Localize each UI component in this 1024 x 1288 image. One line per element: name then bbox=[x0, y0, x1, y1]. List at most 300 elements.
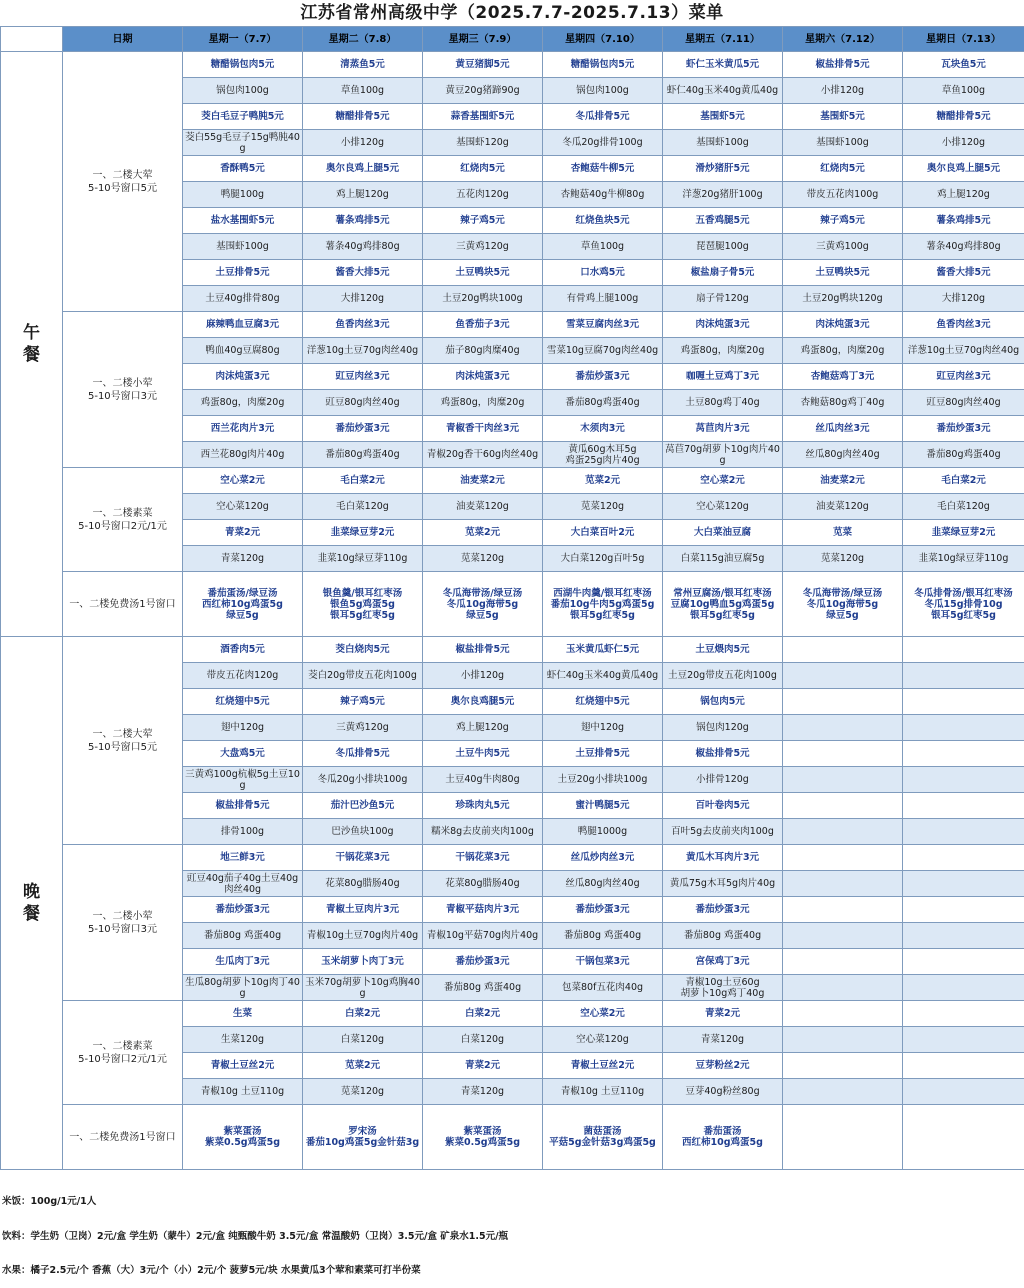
dish-name: 木须肉3元 bbox=[543, 416, 663, 442]
dish-name: 冬瓜排骨5元 bbox=[543, 104, 663, 130]
header-day: 星期一（7.7） bbox=[183, 27, 303, 52]
dish-detail: 青菜120g bbox=[183, 546, 303, 572]
dish-name bbox=[783, 741, 903, 767]
dish-name: 宫保鸡丁3元 bbox=[663, 949, 783, 975]
dish-name: 酱香大排5元 bbox=[903, 260, 1024, 286]
dish-name bbox=[783, 637, 903, 663]
dish-name: 杏鲍菇牛柳5元 bbox=[543, 156, 663, 182]
dish-name: 蜜汁鸭腿5元 bbox=[543, 793, 663, 819]
dish-detail: 空心菜120g bbox=[183, 494, 303, 520]
header-day: 星期日（7.13） bbox=[903, 27, 1024, 52]
dish-detail: 豇豆80g肉丝40g bbox=[903, 390, 1024, 416]
dish-name bbox=[903, 1001, 1024, 1027]
dish-detail: 番茄80g 鸡蛋40g bbox=[663, 923, 783, 949]
dish-detail: 苋菜120g bbox=[543, 494, 663, 520]
dish-detail: 大排120g bbox=[903, 286, 1024, 312]
dish-detail: 花菜80g腊肠40g bbox=[303, 871, 423, 897]
dish-name: 盐水基围虾5元 bbox=[183, 208, 303, 234]
dish-detail: 鸡上腿120g bbox=[303, 182, 423, 208]
dish-name: 酒香肉5元 bbox=[183, 637, 303, 663]
menu-table bbox=[0, 26, 1024, 1170]
dish-name: 肉沫炖蛋3元 bbox=[183, 364, 303, 390]
dish-detail: 百叶5g去皮前夹肉100g bbox=[663, 819, 783, 845]
dish-detail: 土豆40g牛肉80g bbox=[423, 767, 543, 793]
dish-detail: 西兰花80g肉片40g bbox=[183, 442, 303, 468]
dish-name: 薯条鸡排5元 bbox=[303, 208, 423, 234]
dish-detail: 洋葱20g猪肝100g bbox=[663, 182, 783, 208]
dish-name: 土豆煨肉5元 bbox=[663, 637, 783, 663]
dish-detail: 大白菜120g百叶5g bbox=[543, 546, 663, 572]
dish-detail bbox=[783, 1027, 903, 1053]
dish-detail bbox=[783, 975, 903, 1001]
dish-detail: 三黄鸡120g bbox=[303, 715, 423, 741]
dish-name: 干锅花菜3元 bbox=[423, 845, 543, 871]
dish-name: 基围虾5元 bbox=[783, 104, 903, 130]
dish-detail: 土豆20g鸭块100g bbox=[423, 286, 543, 312]
dish-name: 油麦菜2元 bbox=[423, 468, 543, 494]
dish-detail: 鸭腿100g bbox=[183, 182, 303, 208]
dish-name: 青菜2元 bbox=[423, 1053, 543, 1079]
dish-detail: 毛白菜120g bbox=[903, 494, 1024, 520]
dish-name: 清蒸鱼5元 bbox=[303, 52, 423, 78]
dish-name: 百叶卷肉5元 bbox=[663, 793, 783, 819]
dish-name: 茭白烧肉5元 bbox=[303, 637, 423, 663]
dish-name: 口水鸡5元 bbox=[543, 260, 663, 286]
header-date: 日期 bbox=[63, 27, 183, 52]
dish-name bbox=[783, 897, 903, 923]
dish-detail: 黄瓜60g木耳5g 鸡蛋25g肉片40g bbox=[543, 442, 663, 468]
dish-name: 番茄炒蛋3元 bbox=[663, 897, 783, 923]
dish-detail: 杏鲍菇80g鸡丁40g bbox=[783, 390, 903, 416]
dish-detail: 玉米70g胡萝卜10g鸡胸40g bbox=[303, 975, 423, 1001]
dish-name: 糖醋锅包肉5元 bbox=[543, 52, 663, 78]
soup-item bbox=[903, 1105, 1024, 1170]
dish-name: 鱼香茄子3元 bbox=[423, 312, 543, 338]
dish-detail bbox=[783, 767, 903, 793]
dish-detail: 带皮五花肉120g bbox=[183, 663, 303, 689]
dish-detail bbox=[903, 923, 1024, 949]
dish-name: 干锅包菜3元 bbox=[543, 949, 663, 975]
dish-name: 青椒土豆丝2元 bbox=[183, 1053, 303, 1079]
dish-detail: 白菜120g bbox=[423, 1027, 543, 1053]
dish-detail: 虾仁40g玉米40g黄瓜40g bbox=[663, 78, 783, 104]
dish-detail: 青椒20g香干60g肉丝40g bbox=[423, 442, 543, 468]
dish-name: 苋菜2元 bbox=[543, 468, 663, 494]
dish-name: 虾仁玉米黄瓜5元 bbox=[663, 52, 783, 78]
dish-name: 锅包肉5元 bbox=[663, 689, 783, 715]
dish-name: 奥尔良鸡上腿5元 bbox=[903, 156, 1024, 182]
page-title: 江苏省常州高级中学（2025.7.7-2025.7.13）菜单 bbox=[0, 0, 1024, 26]
dish-detail: 青椒10g 土豆110g bbox=[543, 1079, 663, 1105]
lunch-veg-category: 一、二楼素菜 5-10号窗口2元/1元 bbox=[63, 468, 183, 572]
lunch-label: 午 餐 bbox=[1, 52, 63, 637]
soup-item: 常州豆腐汤/银耳红枣汤 豆腐10g鸭血5g鸡蛋5g 银耳5g红枣5g bbox=[663, 572, 783, 637]
dish-detail bbox=[783, 715, 903, 741]
dish-detail: 生菜120g bbox=[183, 1027, 303, 1053]
dish-detail: 番茄80g鸡蛋40g bbox=[543, 390, 663, 416]
dish-detail: 番茄80g 鸡蛋40g bbox=[183, 923, 303, 949]
menu-row bbox=[1, 845, 1024, 871]
dish-name: 奥尔良鸡腿5元 bbox=[423, 689, 543, 715]
dish-name bbox=[903, 845, 1024, 871]
dish-name: 豆芽粉丝2元 bbox=[663, 1053, 783, 1079]
dish-name bbox=[903, 949, 1024, 975]
dish-name: 苋菜2元 bbox=[423, 520, 543, 546]
dish-name: 椒盐排骨5元 bbox=[423, 637, 543, 663]
dish-detail: 有骨鸡上腿100g bbox=[543, 286, 663, 312]
dish-name: 红烧鱼块5元 bbox=[543, 208, 663, 234]
dish-name: 苋菜2元 bbox=[303, 1053, 423, 1079]
dish-detail: 丝瓜80g肉丝40g bbox=[783, 442, 903, 468]
dish-name: 滑炒猪肝5元 bbox=[663, 156, 783, 182]
dish-detail: 青椒10g土豆60g 胡萝卜10g鸡丁40g bbox=[663, 975, 783, 1001]
dish-detail: 茭白55g毛豆子15g鸭肫40g bbox=[183, 130, 303, 156]
soup-item: 罗宋汤 番茄10g鸡蛋5g金针菇3g bbox=[303, 1105, 423, 1170]
dish-detail: 空心菜120g bbox=[663, 494, 783, 520]
dish-name: 茄汁巴沙鱼5元 bbox=[303, 793, 423, 819]
dish-name: 青椒香干肉丝3元 bbox=[423, 416, 543, 442]
dish-detail: 糯米8g去皮前夹肉100g bbox=[423, 819, 543, 845]
dish-detail: 小排120g bbox=[903, 130, 1024, 156]
header-day: 星期五（7.11） bbox=[663, 27, 783, 52]
dish-detail: 韭菜10g绿豆芽110g bbox=[903, 546, 1024, 572]
footer-rice: 米饭：100g/1元/1人 bbox=[2, 1196, 1022, 1208]
header-day: 星期六（7.12） bbox=[783, 27, 903, 52]
dish-detail: 巴沙鱼块100g bbox=[303, 819, 423, 845]
dish-name bbox=[783, 845, 903, 871]
dish-detail: 花菜80g腊肠40g bbox=[423, 871, 543, 897]
dish-detail bbox=[783, 871, 903, 897]
dish-detail: 鸡蛋80g，肉糜20g bbox=[423, 390, 543, 416]
dish-name: 糖醋排骨5元 bbox=[903, 104, 1024, 130]
dish-detail bbox=[903, 871, 1024, 897]
dish-name: 青椒平菇肉片3元 bbox=[423, 897, 543, 923]
dish-name: 豇豆肉丝3元 bbox=[903, 364, 1024, 390]
dish-name bbox=[903, 897, 1024, 923]
dish-detail: 洋葱10g土豆70g肉丝40g bbox=[303, 338, 423, 364]
dish-detail: 鸡蛋80g，肉糜20g bbox=[663, 338, 783, 364]
menu-row bbox=[1, 1001, 1024, 1027]
dish-name: 苋菜 bbox=[783, 520, 903, 546]
lunch-small-category: 一、二楼小荤 5-10号窗口3元 bbox=[63, 312, 183, 468]
dish-name: 白菜2元 bbox=[303, 1001, 423, 1027]
dinner-soup-category: 一、二楼免费汤1号窗口 bbox=[63, 1105, 183, 1170]
dish-name: 番茄炒蛋3元 bbox=[423, 949, 543, 975]
dish-detail: 土豆20g鸭块120g bbox=[783, 286, 903, 312]
dish-detail: 丝瓜80g肉丝40g bbox=[543, 871, 663, 897]
dish-name: 生瓜肉丁3元 bbox=[183, 949, 303, 975]
dish-detail: 扇子骨120g bbox=[663, 286, 783, 312]
dish-detail: 油麦菜120g bbox=[783, 494, 903, 520]
soup-item: 番茄蛋汤 西红柿10g鸡蛋5g bbox=[663, 1105, 783, 1170]
dish-name: 番茄炒蛋3元 bbox=[183, 897, 303, 923]
dish-name: 辣子鸡5元 bbox=[423, 208, 543, 234]
dish-name: 蒜香基围虾5元 bbox=[423, 104, 543, 130]
dish-name: 瓦块鱼5元 bbox=[903, 52, 1024, 78]
footer-fruit: 水果：橘子2.5元/个 香蕉（大）3元/个（小）2元/个 菠萝5元/块 水果黄瓜3个荤和素菜可打半份菜 bbox=[2, 1265, 1022, 1277]
dish-detail: 冬瓜20g小排块100g bbox=[303, 767, 423, 793]
menu-row bbox=[1, 52, 1024, 78]
dish-detail: 锅包肉120g bbox=[663, 715, 783, 741]
dish-name: 毛白菜2元 bbox=[903, 468, 1024, 494]
dish-detail: 小排骨120g bbox=[663, 767, 783, 793]
dish-detail: 鸡上腿120g bbox=[903, 182, 1024, 208]
dish-name: 咖喱土豆鸡丁3元 bbox=[663, 364, 783, 390]
dish-name: 干锅花菜3元 bbox=[303, 845, 423, 871]
dish-name: 丝瓜炒肉丝3元 bbox=[543, 845, 663, 871]
dish-name: 青椒土豆丝2元 bbox=[543, 1053, 663, 1079]
soup-item bbox=[783, 1105, 903, 1170]
dish-name: 毛白菜2元 bbox=[303, 468, 423, 494]
dish-name bbox=[783, 1053, 903, 1079]
dish-detail: 苋菜120g bbox=[303, 1079, 423, 1105]
header-day: 星期四（7.10） bbox=[543, 27, 663, 52]
footer-drinks: 饮料：学生奶（卫岗）2元/盒 学生奶（蒙牛）2元/盒 纯甄酸牛奶 3.5元/盒 常温酸奶（卫岗）3.5元/盒 矿泉水1.5元/瓶 bbox=[2, 1231, 1022, 1243]
dish-name: 番茄炒蛋3元 bbox=[543, 364, 663, 390]
dish-detail: 生瓜80g胡萝卜10g肉丁40g bbox=[183, 975, 303, 1001]
dish-detail: 豇豆80g肉丝40g bbox=[303, 390, 423, 416]
menu-row bbox=[1, 468, 1024, 494]
dish-detail: 黄瓜75g木耳5g肉片40g bbox=[663, 871, 783, 897]
dish-detail: 鸭血40g豆腐80g bbox=[183, 338, 303, 364]
dish-name bbox=[783, 949, 903, 975]
dish-detail: 三黄鸡100g bbox=[783, 234, 903, 260]
soup-item: 紫菜蛋汤 紫菜0.5g鸡蛋5g bbox=[423, 1105, 543, 1170]
dish-detail: 番茄80g鸡蛋40g bbox=[903, 442, 1024, 468]
dish-name: 土豆排骨5元 bbox=[543, 741, 663, 767]
dish-detail: 土豆20g带皮五花肉100g bbox=[663, 663, 783, 689]
soup-item: 冬瓜海带汤/绿豆汤 冬瓜10g海带5g 绿豆5g bbox=[423, 572, 543, 637]
dish-detail: 土豆20g小排块100g bbox=[543, 767, 663, 793]
dish-detail bbox=[903, 767, 1024, 793]
dish-name: 青椒土豆肉片3元 bbox=[303, 897, 423, 923]
dish-name: 雪菜豆腐肉丝3元 bbox=[543, 312, 663, 338]
dish-name bbox=[903, 741, 1024, 767]
dish-name: 土豆鸭块5元 bbox=[783, 260, 903, 286]
dish-name: 香酥鸭5元 bbox=[183, 156, 303, 182]
dish-name: 空心菜2元 bbox=[183, 468, 303, 494]
dish-name: 辣子鸡5元 bbox=[303, 689, 423, 715]
dish-detail: 带皮五花肉100g bbox=[783, 182, 903, 208]
dish-detail: 基围虾100g bbox=[783, 130, 903, 156]
dish-detail: 草鱼100g bbox=[543, 234, 663, 260]
dish-detail bbox=[783, 1079, 903, 1105]
dish-detail: 杏鲍菇40g牛柳80g bbox=[543, 182, 663, 208]
dish-detail: 锅包肉100g bbox=[183, 78, 303, 104]
dish-detail: 青椒10g平菇70g肉片40g bbox=[423, 923, 543, 949]
dish-detail: 青椒10g 土豆110g bbox=[183, 1079, 303, 1105]
dish-detail: 鸭腿1000g bbox=[543, 819, 663, 845]
dish-name: 杏鲍菇鸡丁3元 bbox=[783, 364, 903, 390]
soup-item: 紫菜蛋汤 紫菜0.5g鸡蛋5g bbox=[183, 1105, 303, 1170]
dish-detail: 草鱼100g bbox=[303, 78, 423, 104]
dish-detail bbox=[903, 663, 1024, 689]
header-corner bbox=[1, 27, 63, 52]
dish-detail: 豇豆40g茄子40g土豆40g肉丝40g bbox=[183, 871, 303, 897]
dish-name: 五香鸡腿5元 bbox=[663, 208, 783, 234]
dish-name: 番茄炒蛋3元 bbox=[543, 897, 663, 923]
dish-name: 空心菜2元 bbox=[663, 468, 783, 494]
dish-detail: 茭白20g带皮五花肉100g bbox=[303, 663, 423, 689]
dish-detail: 翅中120g bbox=[183, 715, 303, 741]
dish-name: 糖醋锅包肉5元 bbox=[183, 52, 303, 78]
dish-name: 油麦菜2元 bbox=[783, 468, 903, 494]
dish-name: 椒盐排骨5元 bbox=[183, 793, 303, 819]
dish-detail: 毛白菜120g bbox=[303, 494, 423, 520]
dish-name: 红烧翅中5元 bbox=[543, 689, 663, 715]
dish-name: 红烧肉5元 bbox=[783, 156, 903, 182]
dish-detail: 小排120g bbox=[423, 663, 543, 689]
dish-detail bbox=[783, 819, 903, 845]
soup-item: 西湖牛肉羹/银耳红枣汤 番茄10g牛肉5g鸡蛋5g 银耳5g红枣5g bbox=[543, 572, 663, 637]
dish-detail: 三黄鸡100g杭椒5g土豆10g bbox=[183, 767, 303, 793]
dish-detail: 锅包肉100g bbox=[543, 78, 663, 104]
dish-name: 辣子鸡5元 bbox=[783, 208, 903, 234]
dish-name bbox=[903, 1053, 1024, 1079]
footer-notes bbox=[0, 1170, 1024, 1288]
dish-detail: 鸡上腿120g bbox=[423, 715, 543, 741]
header-day: 星期二（7.8） bbox=[303, 27, 423, 52]
dish-name: 红烧肉5元 bbox=[423, 156, 543, 182]
dish-name bbox=[783, 1001, 903, 1027]
dish-name: 鱼香肉丝3元 bbox=[303, 312, 423, 338]
dish-detail: 番茄80g鸡蛋40g bbox=[303, 442, 423, 468]
dish-name: 肉沫炖蛋3元 bbox=[423, 364, 543, 390]
dish-name: 青菜2元 bbox=[663, 1001, 783, 1027]
dish-name: 地三鲜3元 bbox=[183, 845, 303, 871]
dish-name: 白菜2元 bbox=[423, 1001, 543, 1027]
dish-name bbox=[903, 793, 1024, 819]
dish-name bbox=[903, 637, 1024, 663]
dish-name: 黄瓜木耳肉片3元 bbox=[663, 845, 783, 871]
dinner-small-category: 一、二楼小荤 5-10号窗口3元 bbox=[63, 845, 183, 1001]
dish-detail bbox=[903, 819, 1024, 845]
dish-name: 韭菜绿豆芽2元 bbox=[903, 520, 1024, 546]
dish-name: 玉米黄瓜虾仁5元 bbox=[543, 637, 663, 663]
dish-name: 椒盐排骨5元 bbox=[663, 741, 783, 767]
dish-detail: 五花肉120g bbox=[423, 182, 543, 208]
dish-detail: 基围虾120g bbox=[423, 130, 543, 156]
header-day: 星期三（7.9） bbox=[423, 27, 543, 52]
dish-detail bbox=[903, 1079, 1024, 1105]
dish-detail: 鸡蛋80g，肉糜20g bbox=[183, 390, 303, 416]
menu-row bbox=[1, 312, 1024, 338]
dish-detail bbox=[783, 663, 903, 689]
dish-name: 鱼香肉丝3元 bbox=[903, 312, 1024, 338]
dish-detail bbox=[903, 715, 1024, 741]
lunch-soup-category: 一、二楼免费汤1号窗口 bbox=[63, 572, 183, 637]
menu-row bbox=[1, 637, 1024, 663]
dish-name: 珍珠肉丸5元 bbox=[423, 793, 543, 819]
dish-detail: 莴苣70g胡萝卜10g肉片40g bbox=[663, 442, 783, 468]
lunch-big-category: 一、二楼大荤 5-10号窗口5元 bbox=[63, 52, 183, 312]
dish-detail: 青菜120g bbox=[663, 1027, 783, 1053]
dish-detail: 排骨100g bbox=[183, 819, 303, 845]
dinner-big-category: 一、二楼大荤 5-10号窗口5元 bbox=[63, 637, 183, 845]
header-row bbox=[1, 27, 1024, 52]
dish-name: 番茄炒蛋3元 bbox=[903, 416, 1024, 442]
dish-detail: 土豆40g排骨80g bbox=[183, 286, 303, 312]
dish-name: 黄豆猪脚5元 bbox=[423, 52, 543, 78]
dish-name: 大白菜百叶2元 bbox=[543, 520, 663, 546]
soup-row bbox=[1, 572, 1024, 637]
dish-detail: 草鱼100g bbox=[903, 78, 1024, 104]
dish-detail: 基围虾100g bbox=[183, 234, 303, 260]
dish-detail: 青椒10g土豆70g肉片40g bbox=[303, 923, 423, 949]
dish-name: 韭菜绿豆芽2元 bbox=[303, 520, 423, 546]
dish-name: 红烧翅中5元 bbox=[183, 689, 303, 715]
dish-detail: 苋菜120g bbox=[423, 546, 543, 572]
dish-detail: 小排120g bbox=[783, 78, 903, 104]
dish-name: 肉沫炖蛋3元 bbox=[783, 312, 903, 338]
dish-detail: 黄豆20g猪蹄90g bbox=[423, 78, 543, 104]
dish-detail: 包菜80f五花肉40g bbox=[543, 975, 663, 1001]
dish-name bbox=[903, 689, 1024, 715]
dish-detail: 鸡蛋80g，肉糜20g bbox=[783, 338, 903, 364]
dish-name: 茭白毛豆子鸭肫5元 bbox=[183, 104, 303, 130]
dish-name bbox=[783, 793, 903, 819]
dish-name: 莴苣肉片3元 bbox=[663, 416, 783, 442]
dish-name: 番茄炒蛋3元 bbox=[303, 416, 423, 442]
dish-detail: 白菜115g油豆腐5g bbox=[663, 546, 783, 572]
dish-name: 大白菜油豆腐 bbox=[663, 520, 783, 546]
soup-row bbox=[1, 1105, 1024, 1170]
dish-name: 丝瓜肉丝3元 bbox=[783, 416, 903, 442]
dish-name: 土豆鸭块5元 bbox=[423, 260, 543, 286]
dish-detail: 三黄鸡120g bbox=[423, 234, 543, 260]
dish-detail: 空心菜120g bbox=[543, 1027, 663, 1053]
dish-name: 豇豆肉丝3元 bbox=[303, 364, 423, 390]
dish-detail: 油麦菜120g bbox=[423, 494, 543, 520]
dish-name: 奥尔良鸡上腿5元 bbox=[303, 156, 423, 182]
dish-detail: 番茄80g 鸡蛋40g bbox=[543, 923, 663, 949]
dish-name: 生菜 bbox=[183, 1001, 303, 1027]
soup-item: 冬瓜排骨汤/银耳红枣汤 冬瓜15g排骨10g 银耳5g红枣5g bbox=[903, 572, 1024, 637]
dish-detail bbox=[783, 923, 903, 949]
dish-name: 青菜2元 bbox=[183, 520, 303, 546]
dish-name: 薯条鸡排5元 bbox=[903, 208, 1024, 234]
dish-detail: 冬瓜20g排骨100g bbox=[543, 130, 663, 156]
dish-detail: 豆芽40g粉丝80g bbox=[663, 1079, 783, 1105]
dish-name: 玉米胡萝卜肉丁3元 bbox=[303, 949, 423, 975]
dish-name: 肉沫炖蛋3元 bbox=[663, 312, 783, 338]
dish-name: 冬瓜排骨5元 bbox=[303, 741, 423, 767]
dish-detail: 白菜120g bbox=[303, 1027, 423, 1053]
dish-name: 麻辣鸭血豆腐3元 bbox=[183, 312, 303, 338]
soup-item: 冬瓜海带汤/绿豆汤 冬瓜10g海带5g 绿豆5g bbox=[783, 572, 903, 637]
soup-item: 银鱼羹/银耳红枣汤 银鱼5g鸡蛋5g 银耳5g红枣5g bbox=[303, 572, 423, 637]
dish-name: 土豆排骨5元 bbox=[183, 260, 303, 286]
dish-detail: 苋菜120g bbox=[783, 546, 903, 572]
dish-name: 大盘鸡5元 bbox=[183, 741, 303, 767]
dish-detail: 洋葱10g土豆70g肉丝40g bbox=[903, 338, 1024, 364]
dish-detail: 薯条40g鸡排80g bbox=[303, 234, 423, 260]
dish-name: 西兰花肉片3元 bbox=[183, 416, 303, 442]
dinner-veg-category: 一、二楼素菜 5-10号窗口2元/1元 bbox=[63, 1001, 183, 1105]
dish-detail bbox=[903, 1027, 1024, 1053]
dish-detail: 韭菜10g绿豆芽110g bbox=[303, 546, 423, 572]
dish-detail: 大排120g bbox=[303, 286, 423, 312]
dish-detail: 青菜120g bbox=[423, 1079, 543, 1105]
dish-name: 土豆牛肉5元 bbox=[423, 741, 543, 767]
soup-item: 番茄蛋汤/绿豆汤 西红柿10g鸡蛋5g 绿豆5g bbox=[183, 572, 303, 637]
dish-name: 糖醋排骨5元 bbox=[303, 104, 423, 130]
dish-detail bbox=[903, 975, 1024, 1001]
dish-detail: 雪菜10g豆腐70g肉丝40g bbox=[543, 338, 663, 364]
dish-name: 椒盐扇子骨5元 bbox=[663, 260, 783, 286]
dish-name bbox=[783, 689, 903, 715]
dish-detail: 琵琶腿100g bbox=[663, 234, 783, 260]
